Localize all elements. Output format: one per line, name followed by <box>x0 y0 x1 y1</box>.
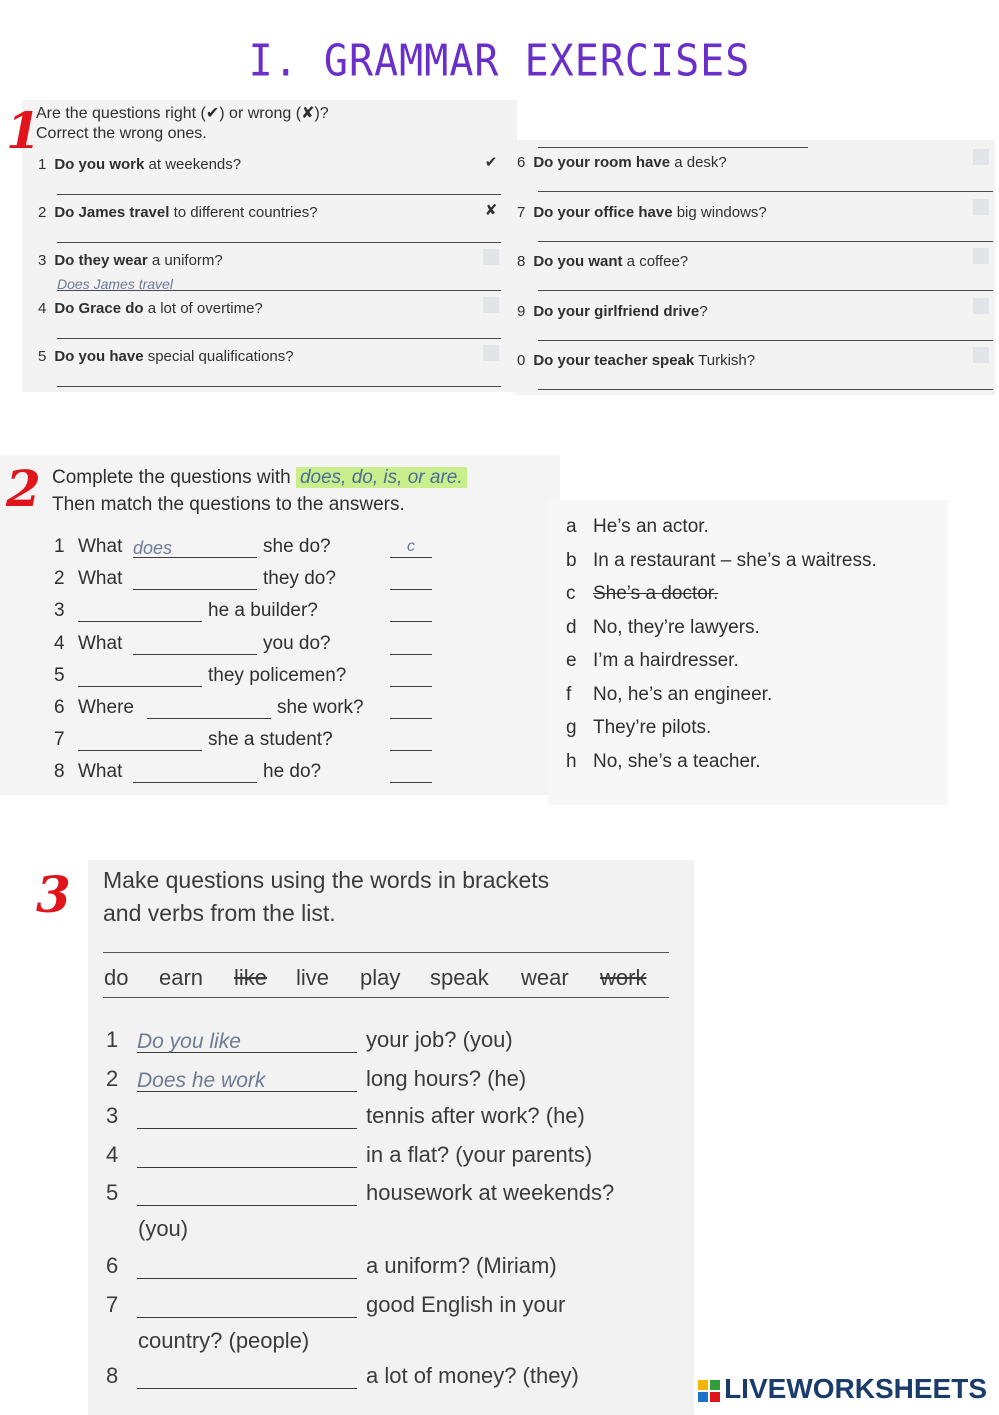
match-blank[interactable] <box>390 667 432 687</box>
verb-play: play <box>360 965 401 990</box>
answer-line <box>538 389 993 390</box>
answer-text: He’s an actor. <box>593 516 709 537</box>
answer-line <box>538 191 993 192</box>
question-rest: Turkish? <box>694 352 756 369</box>
question-number: 7 <box>54 729 65 751</box>
answer-text: I’m a hairdresser. <box>593 650 739 671</box>
answer-letter: g <box>566 717 577 738</box>
item-rest: long hours? (he) <box>366 1066 527 1091</box>
question-bold: Do your teacher speak <box>533 352 695 369</box>
question-bold: Do your office have <box>533 203 673 221</box>
item-number: 5 <box>106 1180 119 1205</box>
question-bold: Do they wear <box>54 252 148 269</box>
question-number: 6 <box>54 697 65 718</box>
answer-text: No, he’s an engineer. <box>593 683 773 705</box>
question-number: 3 <box>38 252 47 269</box>
question-rest: he a builder? <box>208 600 318 622</box>
answer-line <box>57 290 501 291</box>
item-number: 1 <box>106 1027 119 1052</box>
question-number: 2 <box>54 568 65 590</box>
verb-earn: earn <box>159 965 204 990</box>
exercise-1-instruction: Are the questions right (✔) or wrong (✘)? <box>36 105 329 122</box>
answer-blank[interactable] <box>137 1106 357 1129</box>
question-row <box>517 352 755 369</box>
question-bold: Do James travel <box>54 204 170 221</box>
answer-text: She’s a doctor. <box>593 583 719 604</box>
answer-line <box>538 241 993 242</box>
question-number: 0 <box>517 352 526 369</box>
question-rest: ? <box>699 302 708 320</box>
question-row <box>517 154 727 171</box>
answer-blank[interactable] <box>137 1183 357 1206</box>
match-blank[interactable] <box>390 731 432 751</box>
question-rest: a uniform? <box>147 252 223 269</box>
item-number: 6 <box>106 1253 119 1278</box>
answer-line <box>538 290 993 291</box>
answer-text: No, she’s a teacher. <box>593 750 761 772</box>
written-answer: Does James travel <box>57 276 173 292</box>
match-blank[interactable] <box>390 763 432 783</box>
answer-line <box>57 338 501 339</box>
item-number: 4 <box>106 1142 119 1167</box>
item-rest: a lot of money? (they) <box>366 1363 579 1388</box>
exercise-2-instruction-2: Then match the questions to the answers. <box>52 494 405 515</box>
question-bold: Do you have <box>54 348 144 365</box>
question-rest: big windows? <box>672 203 767 221</box>
question-word: What <box>78 761 123 783</box>
question-word: What <box>78 568 123 590</box>
item-rest: good English in your <box>366 1292 566 1317</box>
question-rest: he do? <box>263 761 322 783</box>
verb-work: work <box>600 965 647 990</box>
answer-line-top <box>538 147 808 148</box>
answer-option <box>566 617 760 639</box>
question-bold: Do your room have <box>533 154 671 171</box>
answer-blank[interactable] <box>78 602 202 622</box>
answer-blank[interactable] <box>147 699 271 719</box>
question-rest: she a student? <box>208 729 333 751</box>
question-rest: special qualifications? <box>143 348 294 365</box>
answer-letter: b <box>566 549 577 571</box>
question-rest: a coffee? <box>622 253 689 270</box>
item-number: 2 <box>106 1066 119 1091</box>
answer-blank[interactable] <box>78 667 202 687</box>
answer-line <box>57 194 501 195</box>
answer-line <box>57 242 501 243</box>
instruction-text: Complete the questions with <box>52 467 296 488</box>
question-rest: they policemen? <box>208 664 347 686</box>
exercise-3-number: 3 <box>36 865 71 924</box>
question-number: 8 <box>54 761 65 783</box>
answer-text: No, they’re lawyers. <box>593 616 760 638</box>
check-box[interactable] <box>483 297 499 313</box>
check-box[interactable] <box>973 199 989 215</box>
question-rest: to different countries? <box>169 204 318 221</box>
item-rest: in a flat? (your parents) <box>366 1142 593 1167</box>
item-number: 7 <box>106 1292 119 1317</box>
question-row <box>517 253 688 270</box>
logo-icon <box>698 1380 720 1402</box>
question-row <box>517 204 767 221</box>
exercise-2-instruction <box>52 467 467 489</box>
answer-text: They’re pilots. <box>593 717 712 738</box>
item-continuation: country? (people) <box>138 1328 310 1353</box>
question-rest: a desk? <box>670 154 727 171</box>
check-box[interactable] <box>973 248 989 264</box>
check-box[interactable] <box>483 249 499 265</box>
question-rest: you do? <box>263 632 331 654</box>
check-box[interactable] <box>483 345 499 361</box>
question-row <box>38 300 263 317</box>
answer-blank[interactable] <box>133 570 257 590</box>
mark-icon[interactable]: ✔ <box>484 154 498 171</box>
answer-option <box>566 550 877 572</box>
item-continuation: (you) <box>138 1216 189 1241</box>
answer-letter: c <box>566 583 576 604</box>
answer-option <box>566 516 709 538</box>
answer-letter: a <box>566 516 577 537</box>
answer-blank[interactable]: Do you like <box>137 1030 357 1053</box>
item-number: 8 <box>106 1363 119 1388</box>
question-bold: Do you want <box>533 253 623 270</box>
answer-blank[interactable] <box>133 635 257 655</box>
question-number: 1 <box>38 156 47 173</box>
question-number: 7 <box>517 203 526 221</box>
question-row <box>517 303 708 320</box>
answer-option <box>566 751 761 773</box>
brand-name: LIVEWORKSHEETS <box>724 1373 987 1404</box>
question-row <box>38 348 294 365</box>
verb-wear: wear <box>521 965 569 990</box>
question-rest: at weekends? <box>144 156 242 173</box>
item-rest: a uniform? (Miriam) <box>366 1253 557 1278</box>
page-title: I. GRAMMAR EXERCISES <box>248 35 751 87</box>
answer-text: In a restaurant – she’s a waitress. <box>593 549 877 571</box>
verb-speak: speak <box>430 965 489 990</box>
exercise-2-number: 2 <box>6 459 41 518</box>
question-bold: Do Grace do <box>54 300 144 317</box>
verb-list-top-rule <box>103 952 669 953</box>
question-number: 2 <box>38 204 47 221</box>
check-box[interactable] <box>973 298 989 314</box>
question-number: 5 <box>54 664 65 686</box>
question-rest: she do? <box>263 536 331 557</box>
item-rest: tennis after work? (he) <box>366 1103 585 1128</box>
question-number: 9 <box>517 302 526 320</box>
highlighted-words: does, do, is, or are. <box>296 467 467 488</box>
verb-do: do <box>104 965 129 990</box>
item-rest: your job? (you) <box>366 1027 513 1052</box>
question-number: 4 <box>38 300 47 317</box>
question-word: Where <box>78 697 134 718</box>
liveworksheets-logo <box>698 1373 987 1405</box>
answer-line <box>538 340 993 341</box>
question-rest: she work? <box>277 697 364 718</box>
exercise-1-number: 1 <box>6 101 41 160</box>
match-blank[interactable] <box>390 570 432 590</box>
match-blank[interactable] <box>390 699 432 719</box>
exercise-1-instruction-2: Correct the wrong ones. <box>36 125 207 142</box>
answer-blank[interactable] <box>133 763 257 783</box>
question-number: 8 <box>517 253 526 270</box>
mark-icon[interactable]: ✘ <box>484 202 498 219</box>
question-word: What <box>78 632 123 654</box>
item-number: 3 <box>106 1103 119 1128</box>
answer-blank[interactable] <box>78 731 202 751</box>
answer-option <box>566 717 711 739</box>
answer-blank[interactable] <box>137 1366 357 1389</box>
exercise-3-instruction-2: and verbs from the list. <box>103 900 336 926</box>
answer-blank[interactable] <box>137 1295 357 1318</box>
check-box[interactable] <box>973 149 989 165</box>
answer-letter: e <box>566 650 577 671</box>
answer-blank[interactable] <box>137 1256 357 1279</box>
exercise-3-instruction: Make questions using the words in brackets <box>103 867 550 893</box>
question-row <box>38 204 318 221</box>
answer-option <box>566 650 739 672</box>
question-rest: a lot of overtime? <box>143 300 263 317</box>
question-number: 4 <box>54 632 65 654</box>
question-number: 5 <box>38 348 47 365</box>
question-rest: they do? <box>263 568 336 590</box>
answer-blank[interactable]: does <box>133 538 257 558</box>
verb-live: live <box>296 965 330 990</box>
check-box[interactable] <box>973 347 989 363</box>
answer-blank[interactable]: Does he work <box>137 1069 357 1092</box>
match-blank[interactable] <box>390 635 432 655</box>
answer-letter: d <box>566 616 577 638</box>
answer-line <box>57 386 501 387</box>
verb-list-bottom-rule <box>103 997 669 998</box>
match-blank[interactable]: c <box>390 538 432 558</box>
answer-option <box>566 684 772 706</box>
answer-letter: h <box>566 750 577 772</box>
question-bold: Do your girlfriend drive <box>533 302 700 320</box>
match-blank[interactable] <box>390 602 432 622</box>
question-number: 3 <box>54 600 65 622</box>
answer-blank[interactable] <box>137 1145 357 1168</box>
answer-option <box>566 583 718 605</box>
question-bold: Do you work <box>54 156 145 173</box>
answer-letter: f <box>566 683 572 705</box>
question-row <box>38 252 223 269</box>
question-row <box>38 156 241 173</box>
question-number: 1 <box>54 536 65 557</box>
verb-like: like <box>234 965 268 990</box>
question-number: 6 <box>517 154 526 171</box>
item-rest: housework at weekends? <box>366 1180 615 1205</box>
question-word: What <box>78 536 123 557</box>
